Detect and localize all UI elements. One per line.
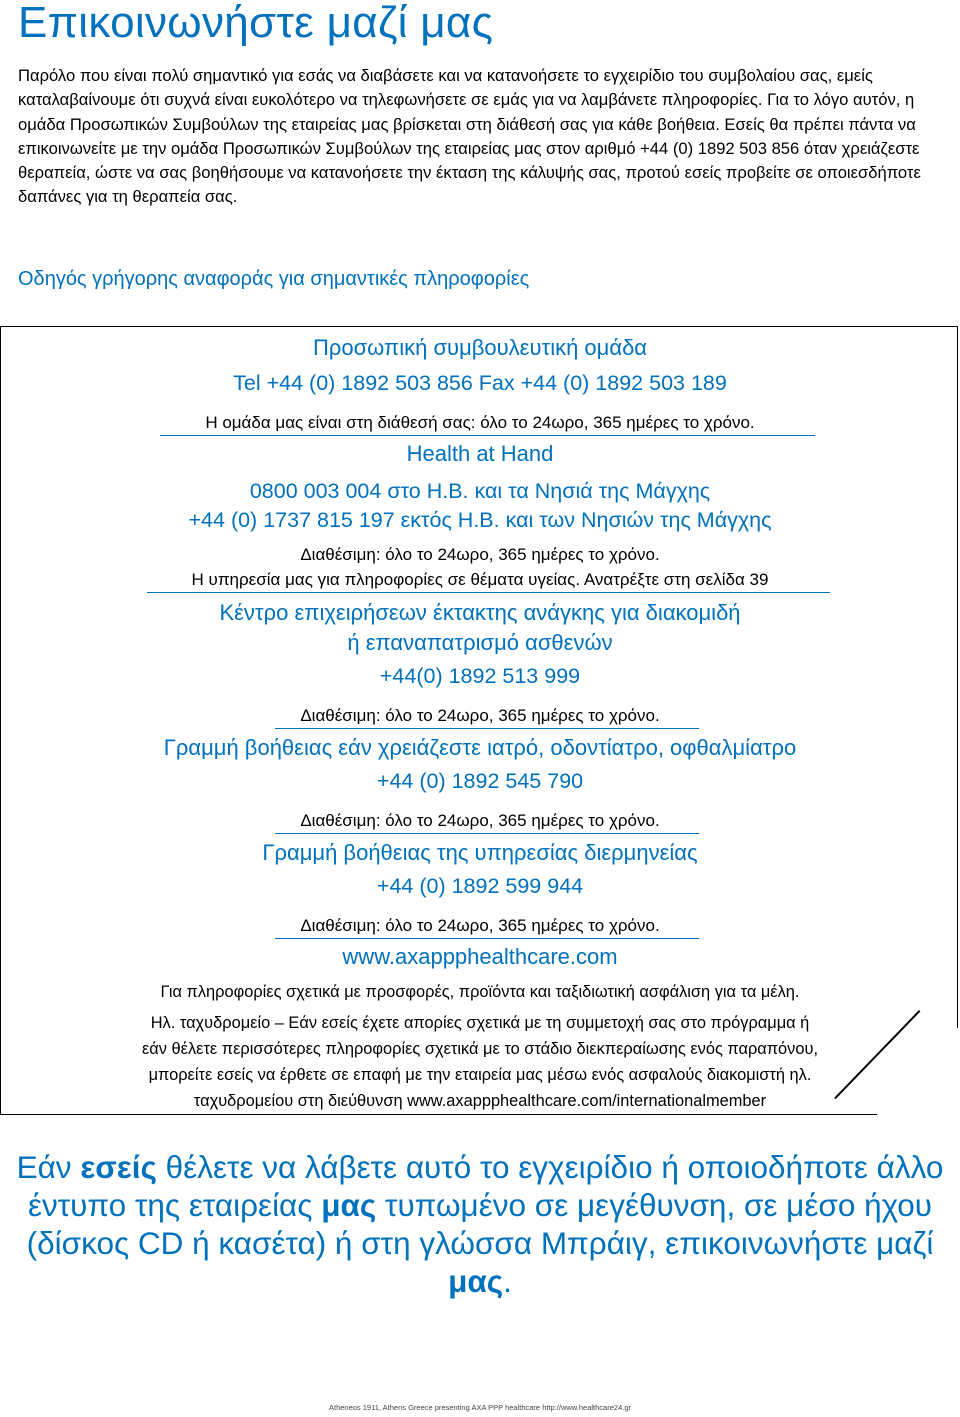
email-line-4: ταχυδρομείου στη διεύθυνση www.axappphealthcare.com/internationalmember xyxy=(193,1092,767,1110)
box-border-bottom xyxy=(0,1114,877,1115)
guide-heading: Οδηγός γρήγορης αναφοράς για σημαντικές πληροφορίες xyxy=(18,268,530,290)
interpreter-helpline-title: Γραμμή βοήθειας της υπηρεσίας διερμηνείας xyxy=(262,840,698,865)
emergency-title-line2: ή επαναπατρισμό ασθενών xyxy=(347,630,613,655)
email-line-2: εάν θέλετε περισσότερες πληροφορίες σχετικά με το στάδιο διεκπεραίωσης ενός παραπόνου, xyxy=(141,1040,819,1058)
interpreter-helpline-phone: +44 (0) 1892 599 944 xyxy=(376,874,584,898)
personal-team-availability: Η ομάδα μας είναι στη διάθεσή σας: όλο το 24ωρο, 365 ημέρες το χρόνο. xyxy=(205,413,755,432)
promo-bold: εσείς xyxy=(80,1149,157,1185)
section-divider xyxy=(275,728,699,729)
emergency-phone: +44(0) 1892 513 999 xyxy=(379,664,581,688)
section-divider xyxy=(275,938,699,939)
section-divider xyxy=(275,833,699,834)
emergency-availability: Διαθέσιμη: όλο το 24ωρο, 365 ημέρες το χρόνο. xyxy=(300,706,660,725)
page-title: Επικοινωνήστε μαζί μας xyxy=(18,0,494,47)
promo-text: θέλετε να λάβετε αυτό το εγχειρίδιο ή οποιοδήποτε άλλο έντυπο της εταιρείας xyxy=(27,1149,944,1223)
box-border-top xyxy=(0,326,958,327)
promo-text: Εάν xyxy=(16,1149,81,1185)
health-at-hand-phone-uk: 0800 003 004 στο Η.Β. και τα Νησιά της Μάγχης xyxy=(249,479,711,503)
footer-text: Atheneos 1911, Athens Greece presenting AXA PPP healthcare http://www.healthcare24.gr xyxy=(328,1403,631,1412)
health-at-hand-title: Health at Hand xyxy=(406,441,554,466)
personal-team-phones: Tel +44 (0) 1892 503 856 Fax +44 (0) 1892 503 189 xyxy=(233,371,727,395)
accessibility-promo xyxy=(0,1148,960,1300)
doctor-helpline-title: Γραμμή βοήθειας εάν χρειάζεστε ιατρό, οδοντίατρο, οφθαλμίατρο xyxy=(163,735,797,760)
promo-bold: μας xyxy=(448,1263,504,1299)
doctor-helpline-phone: +44 (0) 1892 545 790 xyxy=(376,769,584,793)
promo-text: . xyxy=(503,1263,512,1299)
health-at-hand-phone-intl: +44 (0) 1737 815 197 εκτός Η.Β. και των Νησιών της Μάγχης xyxy=(188,508,772,532)
personal-team-title: Προσωπική συμβουλευτική ομάδα xyxy=(312,335,648,360)
section-divider xyxy=(160,435,815,436)
email-line-1: Ηλ. ταχυδρομείο – Εάν εσείς έχετε απορίες σχετικά με τη συμμετοχή σας στο πρόγραμμα ή xyxy=(150,1014,810,1032)
doctor-helpline-availability: Διαθέσιμη: όλο το 24ωρο, 365 ημέρες το χρόνο. xyxy=(300,811,660,830)
intro-paragraph: Παρόλο που είναι πολύ σημαντικό για εσάς να διαβάσετε και να κατανοήσετε το εγχειρίδιο του συμβολαίου σας, εμείς καταλαβαίνουμε ότι συχνά είναι ευκολότερο να τηλεφωνήσετε σε εμάς για να λαμβάνετε πληροφορίες. Για το λόγο αυτόν, η ομάδα Προσωπικών Συμβούλων της εταιρείας μας βρίσκεται στη διάθεσή σας για κάθε βοήθεια. Εσείς θα πρέπει πάντα να επικοινωνείτε με την ομάδα Προσωπικών Συμβούλων της εταιρείας μας στον αριθμό +44 (0) 1892 503 856 όταν χρειάζεστε θεραπεία, ώστε να σας βοηθήσουμε να κατανοήσετε την έκταση της κάλυψής σας, προτού εσείς προβείτε σε οποιεσδήποτε δαπάνες για τη θεραπεία σας. xyxy=(18,66,921,207)
section-divider xyxy=(147,592,830,593)
health-at-hand-note: Η υπηρεσία μας για πληροφορίες σε θέματα υγείας. Ανατρέξτε στη σελίδα 39 xyxy=(191,570,769,589)
website-note: Για πληροφορίες σχετικά με προσφορές, προϊόντα και ταξιδιωτική ασφάλιση για τα μέλη. xyxy=(160,983,800,1001)
health-at-hand-availability: Διαθέσιμη: όλο το 24ωρο, 365 ημέρες το χρόνο. xyxy=(300,545,660,564)
website-link[interactable]: www.axappphealthcare.com xyxy=(342,944,618,969)
interpreter-helpline-availability: Διαθέσιμη: όλο το 24ωρο, 365 ημέρες το χρόνο. xyxy=(300,916,660,935)
email-line-3: μπορείτε εσείς να έρθετε σε επαφή με την εταιρεία μας μέσω ενός ασφαλούς διακομιστή ηλ. xyxy=(148,1066,812,1084)
promo-text: τυπωμένο σε μεγέθυνση, σε μέσο ήχου (δίσκος CD ή κασέτα) ή στη γλώσσα Μπράιγ, επικοινωνήστε μαζί xyxy=(26,1187,934,1261)
emergency-title-line1: Κέντρο επιχειρήσεων έκτακτης ανάγκης για διακομιδή xyxy=(219,600,741,625)
promo-bold: μας xyxy=(321,1187,377,1223)
